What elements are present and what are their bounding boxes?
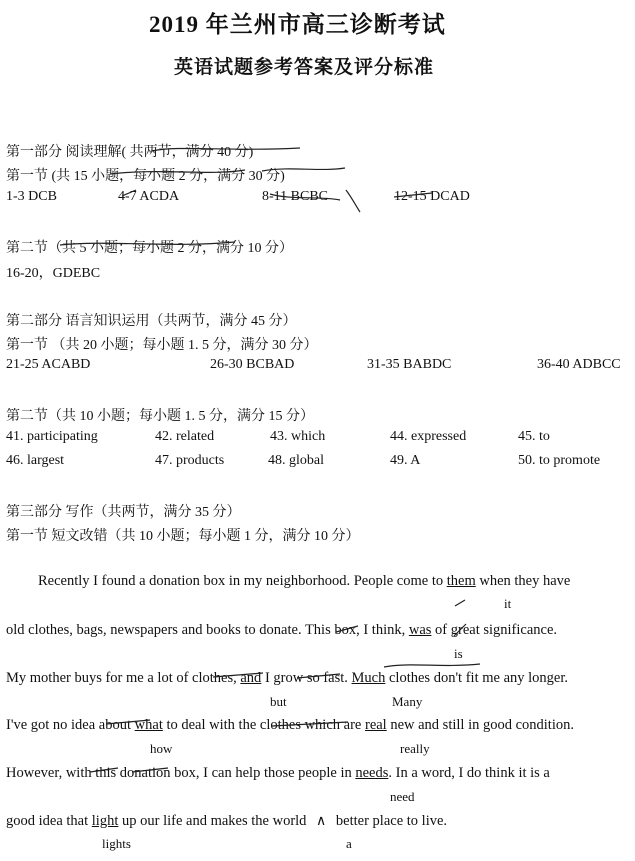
essay-error: Much: [351, 670, 386, 686]
correction: need: [390, 789, 415, 804]
correction: lights: [102, 836, 131, 851]
answer-48: 48. global: [268, 453, 324, 468]
essay-text: . In a word, I do think it is a: [388, 765, 550, 781]
scribble-mark: [110, 170, 245, 174]
answer-49: 49. A: [390, 453, 421, 468]
scribble-mark: [122, 190, 136, 196]
scribble-mark: [384, 664, 480, 667]
essay-text: good idea that: [6, 813, 89, 829]
scribble-mark: [336, 626, 358, 632]
scribble-mark: [106, 720, 150, 724]
scribble-mark: [132, 768, 168, 772]
essay-error: was: [408, 622, 432, 638]
part3-heading: 第三部分 写作（共两节，满分 35 分）: [6, 505, 241, 520]
scribble-mark: [455, 600, 465, 606]
part2-section2-heading: 第二节（共 10 小题；每小题 1. 5 分，满分 15 分）: [6, 409, 314, 424]
answer-43: 43. which: [270, 429, 326, 444]
answer-12-15: 12-15 DCAD: [394, 189, 470, 204]
answer-46: 46. largest: [6, 453, 65, 468]
correction: really: [400, 741, 430, 756]
answer-1-3: 1-3 DCB: [6, 189, 57, 204]
scribble-mark: [454, 624, 466, 636]
essay-error: light: [91, 813, 119, 829]
essay-text: I've got no idea about: [6, 717, 132, 733]
correction: but: [270, 694, 287, 709]
essay-text: up our life and makes the world: [122, 813, 307, 829]
essay-text: However, with this donation box, I can help those people in: [6, 765, 352, 781]
page-subtitle: 英语试题参考答案及评分标准: [174, 57, 435, 78]
insertion-caret: ∧: [316, 814, 327, 829]
part3-section1-heading: 第一节 短文改错（共 10 小题；每小题 1 分，满分 10 分）: [6, 529, 360, 544]
essay-text: clothes don't fit me any longer.: [389, 670, 568, 686]
essay-error: and: [240, 670, 262, 686]
correction: how: [150, 741, 173, 756]
part1-heading: 第一部分 阅读理解( 共两节，满分 40 分): [6, 145, 254, 160]
essay-text: of great significance.: [435, 622, 558, 638]
essay-text: Recently I found a donation box in my neighborhood. People come to: [38, 573, 444, 589]
answer-50: 50. to promote: [518, 453, 601, 468]
answer-44: 44. expressed: [390, 429, 467, 444]
answer-21-25: 21-25 ACABD: [6, 357, 91, 372]
scribble-mark: [297, 674, 340, 678]
essay-text: better place to live.: [335, 813, 448, 829]
answer-36-40: 36-40 ADBCC: [537, 357, 621, 372]
answer-4-7: 4-7 ACDA: [118, 189, 180, 204]
scribble-mark: [394, 193, 432, 197]
part1-section1-heading: 第一节 (共 15 小题，每小题 2 分，满分 30 分): [6, 169, 285, 184]
essay-error: what: [134, 717, 163, 733]
essay-error: needs: [355, 765, 389, 781]
essay-error: real: [364, 717, 387, 733]
answer-45: 45. to: [518, 429, 550, 444]
correction: a: [346, 836, 352, 851]
answer-26-30: 26-30 BCBAD: [210, 357, 295, 372]
scribble-mark: [270, 194, 340, 200]
answer-16-20: 16-20，GDEBC: [6, 266, 101, 281]
correction: is: [454, 646, 463, 661]
part2-section1-heading: 第一节 （共 20 小题；每小题 1. 5 分，满分 30 分）: [6, 338, 318, 353]
scribble-mark: [90, 768, 118, 772]
essay-text: to deal with the clothes which are: [166, 717, 362, 733]
essay-error: them: [446, 573, 476, 589]
answer-47: 47. products: [155, 453, 225, 468]
essay-text: My mother buys for me a lot of clothes,: [6, 670, 237, 686]
answer-41: 41. participating: [6, 429, 98, 444]
essay-text: new and still in good condition.: [390, 717, 574, 733]
scribble-mark: [272, 722, 348, 726]
essay-text: old clothes, bags, newspapers and books to donate. This box, I think,: [6, 622, 406, 638]
part1-section2-heading: 第二节（共 5 小题；每小题 2 分，满分 10 分）: [6, 241, 293, 256]
scribble-mark: [346, 190, 360, 212]
essay-text: I grow so fast.: [264, 670, 348, 686]
answer-42: 42. related: [155, 429, 215, 444]
correction: Many: [392, 694, 423, 709]
page-title: 2019 年兰州市高三诊断考试: [149, 12, 446, 37]
answer-31-35: 31-35 BABDC: [367, 357, 452, 372]
scribble-mark: [60, 242, 235, 245]
essay-text: when they have: [479, 573, 571, 589]
part2-heading: 第二部分 语言知识运用（共两节，满分 45 分）: [6, 314, 297, 329]
answer-8-11: 8-11 BCBC: [262, 189, 328, 204]
correction: it: [504, 596, 512, 611]
scribble-mark: [152, 148, 300, 151]
scribble-mark: [262, 168, 345, 171]
scribble-mark: [213, 673, 263, 677]
